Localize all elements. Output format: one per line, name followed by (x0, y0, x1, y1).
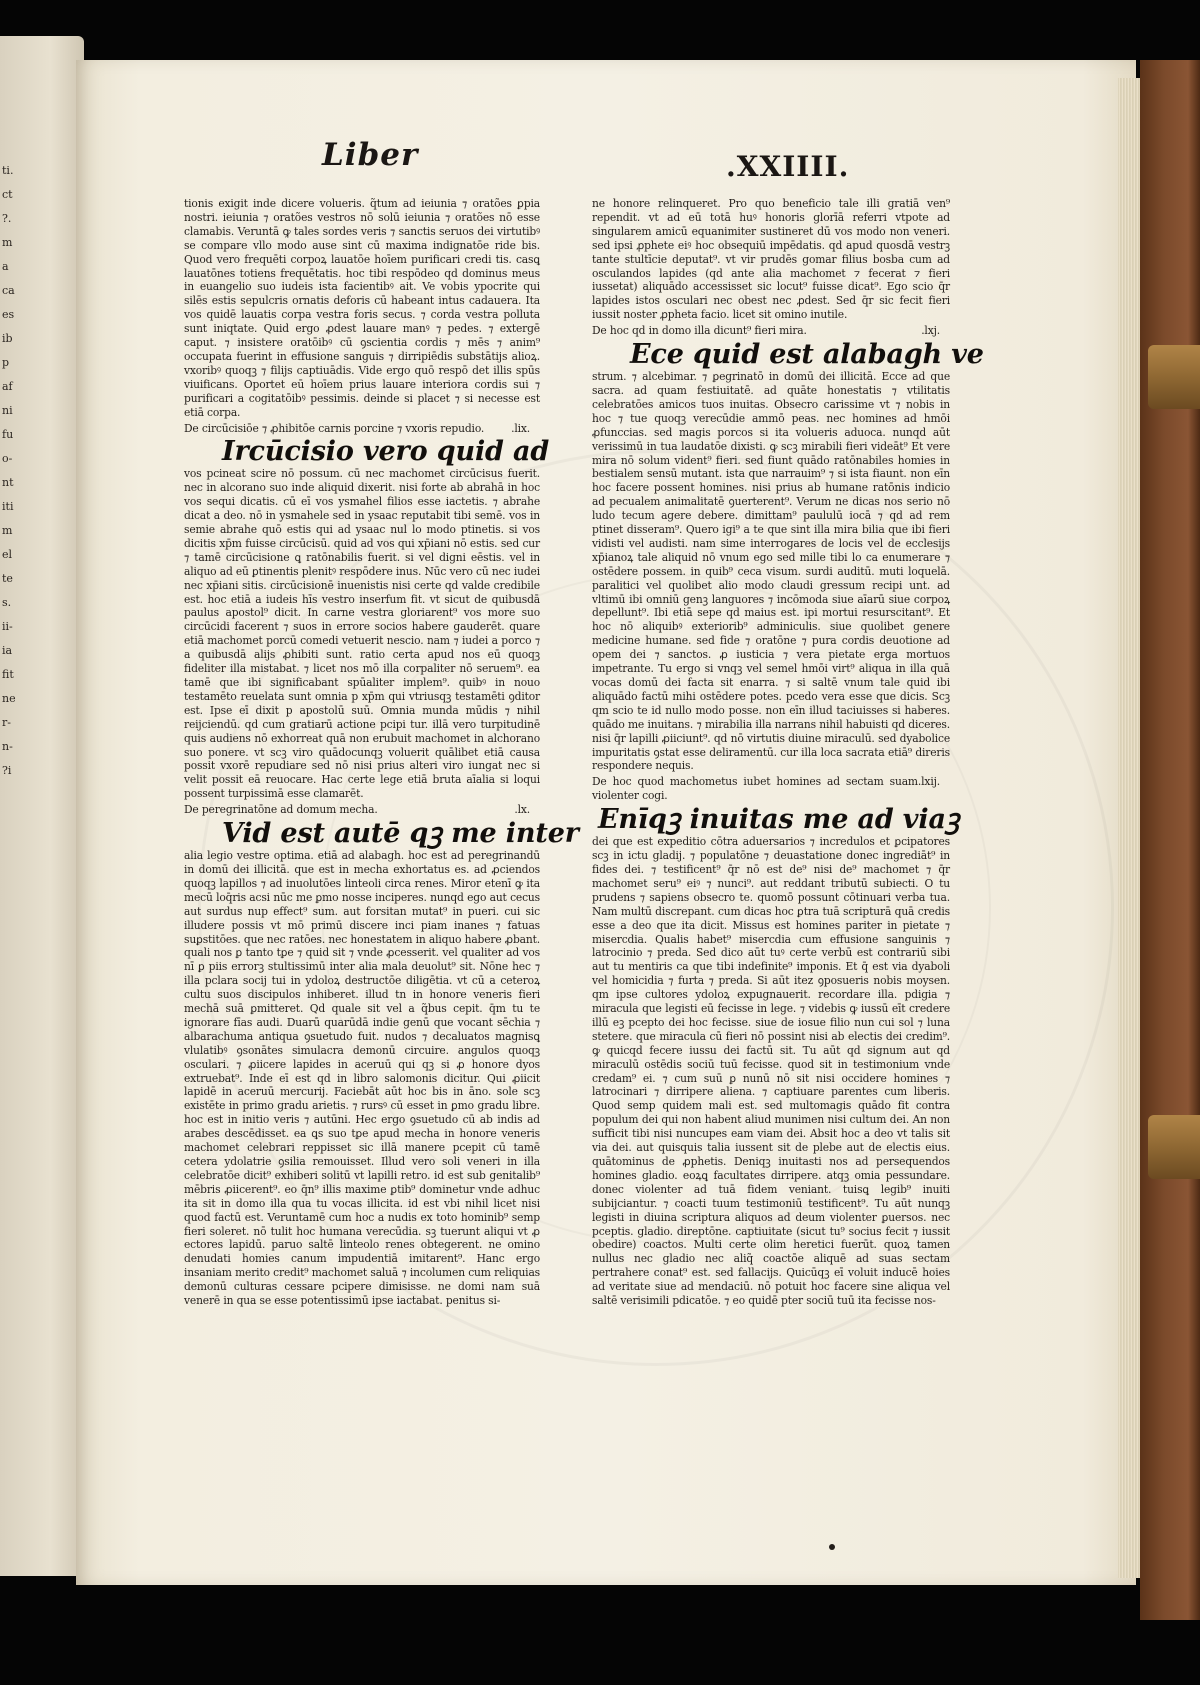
rubric-text: De circūcisiōe ⁊ ꝓhibitōe carnis porcine ⁊ vxoris repudio. (184, 421, 485, 435)
left-page-edge (0, 36, 84, 1576)
chapter-rubric (184, 803, 540, 817)
left-margin-fragment: m (2, 236, 13, 249)
paragraph: strum. ⁊ alcebimar. ⁊ ꝑegrinatō in domū dei illicitā. Ecce ad que sacra. ad quam festiuitatē. ad quāte honestatis ⁊ vtilitatis celebratōes amicos tuos inuitas. Obsecro carissime vt ⁊ nobis in hoc ⁊ tue quoqꝫ verecūdie ammō peas. nec homines ad hmōi ꝓfunccias. sed magis porcos si ita volueris aduoca. nunqd aūt verissimū in tua laudatōe dixisti. ꝙ scꝫ mirabili fieri videāt⁹ Et vere mira nō solum vident⁹ fieri. sed fiunt quādo ratōnabiles homies in bestialem sensū mutant. ista que narrauim⁹ ⁊ si ista fiaunt. non eīn hoc facere possent homines. nisi prius ab humane ratōnis indicio ad pecualem animalitatē ꝯuerterent⁹. Verum ne dicas nos serio nō ludo tecum agere debere. dimittam⁹ paululū iocā ⁊ qd ad rem ptinet disseram⁹. Quero igi⁹ a te que sint illa mira bilia que ibi fieri vidisti vel audisti. nam sime interrogares de locis vel de ecclesijs xp̄ianoꝝ tale aliquid nō vnum ego sed mille tibi lo ca enumerare ⁊ ostēdere possem. in quib⁹ ceca visum. surdi auditū. muti loquelā. paralitici vel quolibet alio modo claudi gressum recipi unt. ad vltimū ibi omniū genꝫ languores ⁊ incōmoda siue aīarū siue corpoꝝ depellunt⁹. Ibi etiā sepe qd maius est. ipi mortui resurscitant⁹. Et hoc nō aliquibꝰ exteriorib⁹ adminiculis. siue quolibet genere medicine humane. sed fide ⁊ oratōne ⁊ pura cordis deuotione ad opem dei ⁊ sanctos. ꝓ iusticia ⁊ vera pietate erga mortuos impetrante. Tu ergo si vnqꝫ vel semel hmōi virt⁹ aliqua in illa quā vocas domū dei facta sit enarra. ⁊ si saltē vnum tale quid ibi aliquādo factū mihi ostēdere potes. pcedo vera esse que dicis. Scꝫ qm scio te id nullo modo posse. non eīn illud taciuisses si haberes. quādo me inuitans. ⁊ mirabilia illa narrans nihil habuisti qd diceres. nisi q̄r lapilli ꝓiiciunt⁹. qd nō virtutis diuine miraculū. sed dyabolice impuritatis ꝯstat esse deliramentū. cur illa loca sacrata etiā⁹ direris respondere nequis. (592, 370, 950, 773)
rubric-text: De peregrinatōne ad domum mecha. (184, 803, 378, 817)
left-margin-fragment: el (2, 548, 13, 561)
book-cover-edge (1140, 60, 1200, 1620)
left-margin-fragment: r- (2, 716, 11, 729)
left-margin-fragment: fu (2, 428, 14, 441)
left-margin-fragment: ct (2, 188, 13, 201)
rubric-text: De hoc quod machometus iubet homines ad sectam suam violenter cogi. (592, 775, 918, 803)
left-margin-fragment: te (2, 572, 13, 585)
left-margin-fragment: o- (2, 452, 13, 465)
running-head-left: Liber (322, 137, 419, 173)
left-margin-fragment: ni (2, 404, 13, 417)
clasp-upper (1148, 345, 1200, 409)
running-head-right: .XXIIII. (726, 150, 850, 183)
chapter-number: .lx. (514, 803, 530, 817)
paragraph: ne honore relinqueret. Pro quo beneficio tale illi gratiā ven⁹ rependit. vt ad eū totā huꝰ honoris glorīā referri vtpote ad singularem amicū equanimiter sustineret dū vos modo non veneri. sed ipsi ꝓphete eiꝰ hoc obsequiū impēdatis. qd apud quosdā vestrꝫ tante stultīcie deputat⁹. vt vir prudēs gomar filius bosba cum ad osculandos lapides (qd ante alia machomet ⁊ fecerat ⁊ fieri iussetat) aliquādo accessisset sic locut⁹ fuisse dicat⁹. Ego scio q̄r lapides istos osculari nec obest nec ꝓdest. Sed q̄r sic fecit fieri iussit noster ꝓpheta facio. licet sit omino inutile. (592, 197, 950, 322)
left-margin-fragment: es (2, 308, 15, 321)
chapter-incipit: Ece quid est alabagh ve (630, 339, 984, 371)
rubric-text: De hoc qd in domo illa dicunt⁹ fieri mira. (592, 324, 807, 338)
left-margin-fragment: ib (2, 332, 13, 345)
text-column-left (184, 197, 579, 1308)
left-margin-fragment: ia (2, 644, 13, 657)
text-column-right (592, 197, 984, 1308)
left-margin-fragment: ?i (2, 764, 12, 777)
left-margin-fragment: m (2, 524, 13, 537)
left-margin-fragment: nt (2, 476, 14, 489)
left-margin-fragment: ii- (2, 620, 13, 633)
paragraph: vos pcineat scire nō possum. cū nec machomet circūcisus fuerit. nec in alcorano suo inde aliquid dixerit. nisi forte ab abrahā in hoc vos sequi dicatis. cū eī vos ysmahel filios esse iactetis. ⁊ abrahe dicat a deo. nō in ysmahele sed in ysaac reputabit tibi semē. vos in semie abrahe quō estis qui ad ysaac nul lo modo ptinetis. si vos dicitis xp̄m fuisse circūcisū. quid ad vos qui xp̄iani nō estis. sed cur ⁊ tamē circūcisione ꝗ ratōnabilis fuerit. si vel digni eēstis. vel in aliquo ad eū ꝑtinentis plenitꝰ respōdere inus. Nūc vero cū nec iudei nec xp̄iani sitis. circūcisionē inuenistis nisi certe qd valde credibile est. hoc etiā a iudeis hīs vestro inserfum fit. vt sicut de quibusdā paulus apostol⁹ dicit. In carne vestra gloriarent⁹ vos more suo circūcidi facerent ⁊ suos in errore socios habere gauderēt. quare etiā machomet porcū comedi vetuerit nescio. nam ⁊ iudei a porco ⁊ a quibusdā alijs ꝓhibiti sunt. ratio certa apud nos eū quoqꝫ fideliter illa mistabat. ⁊ licet nos mō illa corpaliter nō seruem⁹. ea tamē que ibi significabant spūaliter implem⁹. quibꝰ in nouo testamēto reuelata sunt omnia p xp̄m qui vtriusqꝫ testamēti ꝯditor est. Ipse eī dixit p apostolū suū. Omnia munda mūdis ⁊ nihil reijciendū. qd cum gratiarū actione pcipi tur. illā vero turpitudinē quis audiens nō exhorreat quā non erubuit machomet in alchorano suo ponere. vt scꝫ viro quādocunqꝫ voluerit quālibet etiā causa possit vxorē repudiare sed nō nisi prius alteri viro iungat nec si velit possit eā reuocare. Hac certe lege etiā bruta aīalia si loqui possent turpissimā esse clamarēt. (184, 467, 540, 801)
chapter-rubric (592, 775, 950, 803)
left-margin-fragment: a (2, 260, 9, 273)
left-margin-fragment: ne (2, 692, 16, 705)
paragraph: alia legio vestre optima. etiā ad alabagh. hoc est ad peregrinandū in domū dei illicitā. que est in mecha exhortatus es. ad ꝓciendos quoqꝫ lapillos ⁊ ad inuolutōes linteoli circa renes. Miror etenī ꝙ ita mecū loq̄ris acsi nūc me ꝑmo nosse inciperes. nunqd ego aut cecus aut surdus nup effect⁹ sum. aut forsitan mutat⁹ in pueri. cui sic illudere possis vt mō primū discere inci piam inanes ⁊ fatuas suꝑstitōes. que nec ratōes. nec honestatem in aliquo habere ꝓbant. quali nos ꝑ tanto tꝑe ⁊ quid sit ⁊ vnde ꝓcesserit. vel qualiter ad vos nī ꝑ piis errorꝫ stultissimū inter alia mala deuolut⁹ sit. Nōne hec ⁊ illa pclara socij tui in ydoloꝝ destructōe diligētia. vt cū a ceteroꝝ cultu suos discipulos inhiberet. illud tn in honore veneris fieri mechā suā ꝑmitteret. Qd quale sit vel a q̃bus cepit. q̄m tu te ignorare fīas audi. Duarū quarūdā indie genū que vocant sēchia ⁊ albarachuma antiqua ꝯsuetudo fuit. nudos ⁊ decaluatos magnisꝗ vlulatibꝰ ꝯsonātes simulacra demonū circuire. angulos quoqꝫ osculari. ⁊ ꝓiicere lapides in aceruū qui qꝫ si ꝓ honore dyos extruebat⁹. Inde eī est qd in libro salomonis dicitur. Qui ꝓiicit lapidē in aceruū mercurij. Faciebāt aūt hoc bis in āno. sole scꝫ existēte in primo gradu arietis. ⁊ rursꝰ cū esset in ꝑmo gradu libre. hoc est in initio veris ⁊ autūni. Hec ergo ꝯsuetudo cū ab indis ad arabes descēdisset. ea ꝗs suo tꝑe apud mecha in honore veneris machomet celebrari reppisset sic illā manere pcepit cū tamē cetera ydolatrie ꝯsilia remouisset. Illud vero soli veneri in illa celebratōe dicit⁹ exhiberi solitū vt lapilli retro. id est sub genitalib⁹ mēbris ꝓiicerent⁹. eo q̄n⁹ illis maxime ꝑtib⁹ dominetur vnde adhuc ita sit in domo illa qua tu vocas illicita. id est vbi nihil licet nisi quod factū est. Veruntamē cum hoc a nudis ex toto hominib⁹ semp fieri soleret. nō tulit hoc humana verecūdia. sꝫ tuerunt aliqui vt ꝓ ectores lapidū. paruo saltē linteolo renes obtegerent. ne omino denudati homies canum impudentiā imitarent⁹. Hanc ergo insaniam merito credit⁹ machomet saluā ⁊ incolumen cum reliquias demonū culturas cessare pcipere dimisisse. ne domi nam suā venerē in qua se esse potentissimū ipse iactabat. penitus si- (184, 849, 540, 1308)
left-margin-fragment: iti (2, 500, 14, 513)
clasp-lower (1148, 1115, 1200, 1179)
left-margin-fragment: ti. (2, 164, 14, 177)
left-margin-fragment: s. (2, 596, 12, 609)
left-margin-fragment: ca (2, 284, 15, 297)
paragraph: tionis exigit inde dicere volueris. q̃tum ad ieiunia ⁊ oratões ꝑpia nostri. ieiunia ⁊ oratões vestros nō solū ieiunia ⁊ oratões nō esse clamabis. Veruntā ꝙ tales sordes veris ⁊ sanctis seruos dei virtutibꝰ se compare vllo modo ause sint cū maxima indignatōe ride bis. Quod vero frequēti corpoꝝ lauatōe hoīem purificari credi tis. casꝗ lauatōnes totiens frequētatis. hoc tibi respōdeo qd dominus meus in euangelio suo iudeis ista facientibꝰ ait. Ve vobis ypocrite qui silēs estis sepulcris ornatis deforis cū habeant intus cadauera. Ita vos quidē lauatis corpa vestra foris secus. ⁊ corda vestra polluta sunt iniqtate. Quid ergo ꝓdest lauare manꝰ ⁊ pedes. ⁊ extergē caput. ⁊ insistere oratōibꝰ cū ꝯscientia cordis ⁊ mēs ⁊ anim⁹ occupata fuerint in effusione sanguis ⁊ dirripiēdis substātijs alioꝝ. vxoribꝰ quoqꝫ ⁊ filijs captiuādis. Vide ergo quō respō det illis spūs viuificans. Oportet eū hoīem prius lauare interiora cordis sui ⁊ purificari a cogitatōibꝰ pessimis. deinde si placet ⁊ si necesse est etiā corpa. (184, 197, 540, 419)
chapter-incipit: Vid est autē qꝫ me inter (222, 818, 579, 850)
chapter-number: .lix. (511, 421, 530, 435)
chapter-rubric (184, 422, 540, 436)
left-margin-fragment: p (2, 356, 10, 369)
left-margin-fragment: af (2, 380, 13, 393)
chapter-incipit: Ircūcisio vero quid ad (222, 436, 550, 468)
chapter-rubric (592, 324, 950, 338)
signature-mark (829, 1544, 835, 1550)
chapter-number: .lxj. (921, 324, 940, 338)
chapter-incipit: Enīqꝫ inuitas me ad viaꝫ (598, 804, 960, 836)
left-margin-fragment: ?. (2, 212, 12, 225)
paragraph: dei que est expeditio cōtra aduersarios ⁊ incredulos et ꝑcipatores scꝫ in ictu gladij. ⁊ populatōne ⁊ deuastatione donec ingrediāt⁹ in fides dei. ⁊ testificent⁹ q̄r nō est de⁹ nisi de⁹ machomet ⁊ q̄r machomet seru⁹ eiꝰ ⁊ nunci⁹. aut reddant tributū subiecti. O tu prudens ⁊ sapiens obsecro te. quomō possunt cōtinuari verba tua. Nam multū discrepant. cum dicas hoc ꝑtra tuā scripturā quā credis esse a deo que ita dicit. Missus est homines pariter in pietate ⁊ misercdia. Qualis habet⁹ misercdia cum effusione sanguinis ⁊ latrocinio ⁊ preda. Sed dico aūt tuꝰ certe verbū est contrariū sibi aut tu mentiris ca que tibi indefinite⁹ imponis. Et q̄ est via dyaboli vel homicidia ⁊ furta ⁊ preda. Si aūt itez ꝯposueris nobis moysen. qm ipse cultores ydoloꝝ expugnauerit. recordare illa. pdigia ⁊ miracula que legisti eū fecisse in lege. ⁊ videbis ꝙ iussū eīt credere illū eꝫ pcepto dei hoc fecisse. siue de iosue filio nun cui sol ⁊ luna stetere. que miracula cū fieri nō possint nisi ab electis dei credim⁹. ꝙ quicqd fecere iussu dei factū sit. Tu aūt qd signum aut qd miraculū ostēdis sociū tuū fecisse. quod sit in testimonium vnde credam⁹ ei. ⁊ cum suū ꝑ nunū nō sit nisi occidere homines ⁊ latrocinari ⁊ dirripere aliena. ⁊ captiuare parentes cum liberis. Quod semp quidem mali est. sed multomagis quādo fit contra populum dei qui non habent aliud munimen nisi cultum dei. An non sufficit tibi nisi nuncupes eam viam dei. Absit hoc a deo vt talis sit via dei. aut quisquis talia iussent sit de plebe aut de electis eius. quātominus de ꝓphetis. Deniqꝫ inuitasti nos ad persequendos homines gladio. eoꝝꝗ facultates dirripere. atqꝫ omia pessundare. donec violenter ad tuā fidem veniant. tuisꝗ legib⁹ inuiti subijciantur. ⁊ coacti tuum testimoniū testificent⁹. Tu aūt nunqꝫ legisti in diuina scriptura aliquos ad deum violenter ꝑuersos. nec pceptis. gladio. direptōne. captiuitate (sicut tu⁹ socius fecit ⁊ iussit obedire) coactos. Multi certe olim heretici fuerūt. quoꝝ tamen nullus nec gladio nec aliq̃ coactōe aliquē ad suas sectam pertrahere conat⁹ est. sed fallacijs. Quicūqꝫ eī voluit inducē hoies ad veritate siue ad mendaciū. nō potuit hoc facere sine aliqua vel saltē verisimili pdicatōe. ⁊ eo quidē pter sociū tuū ita fecisse nos- (592, 835, 950, 1308)
left-margin-fragment: fit (2, 668, 14, 681)
chapter-number: .lxij. (917, 775, 940, 789)
left-margin-fragment: n- (2, 740, 13, 753)
